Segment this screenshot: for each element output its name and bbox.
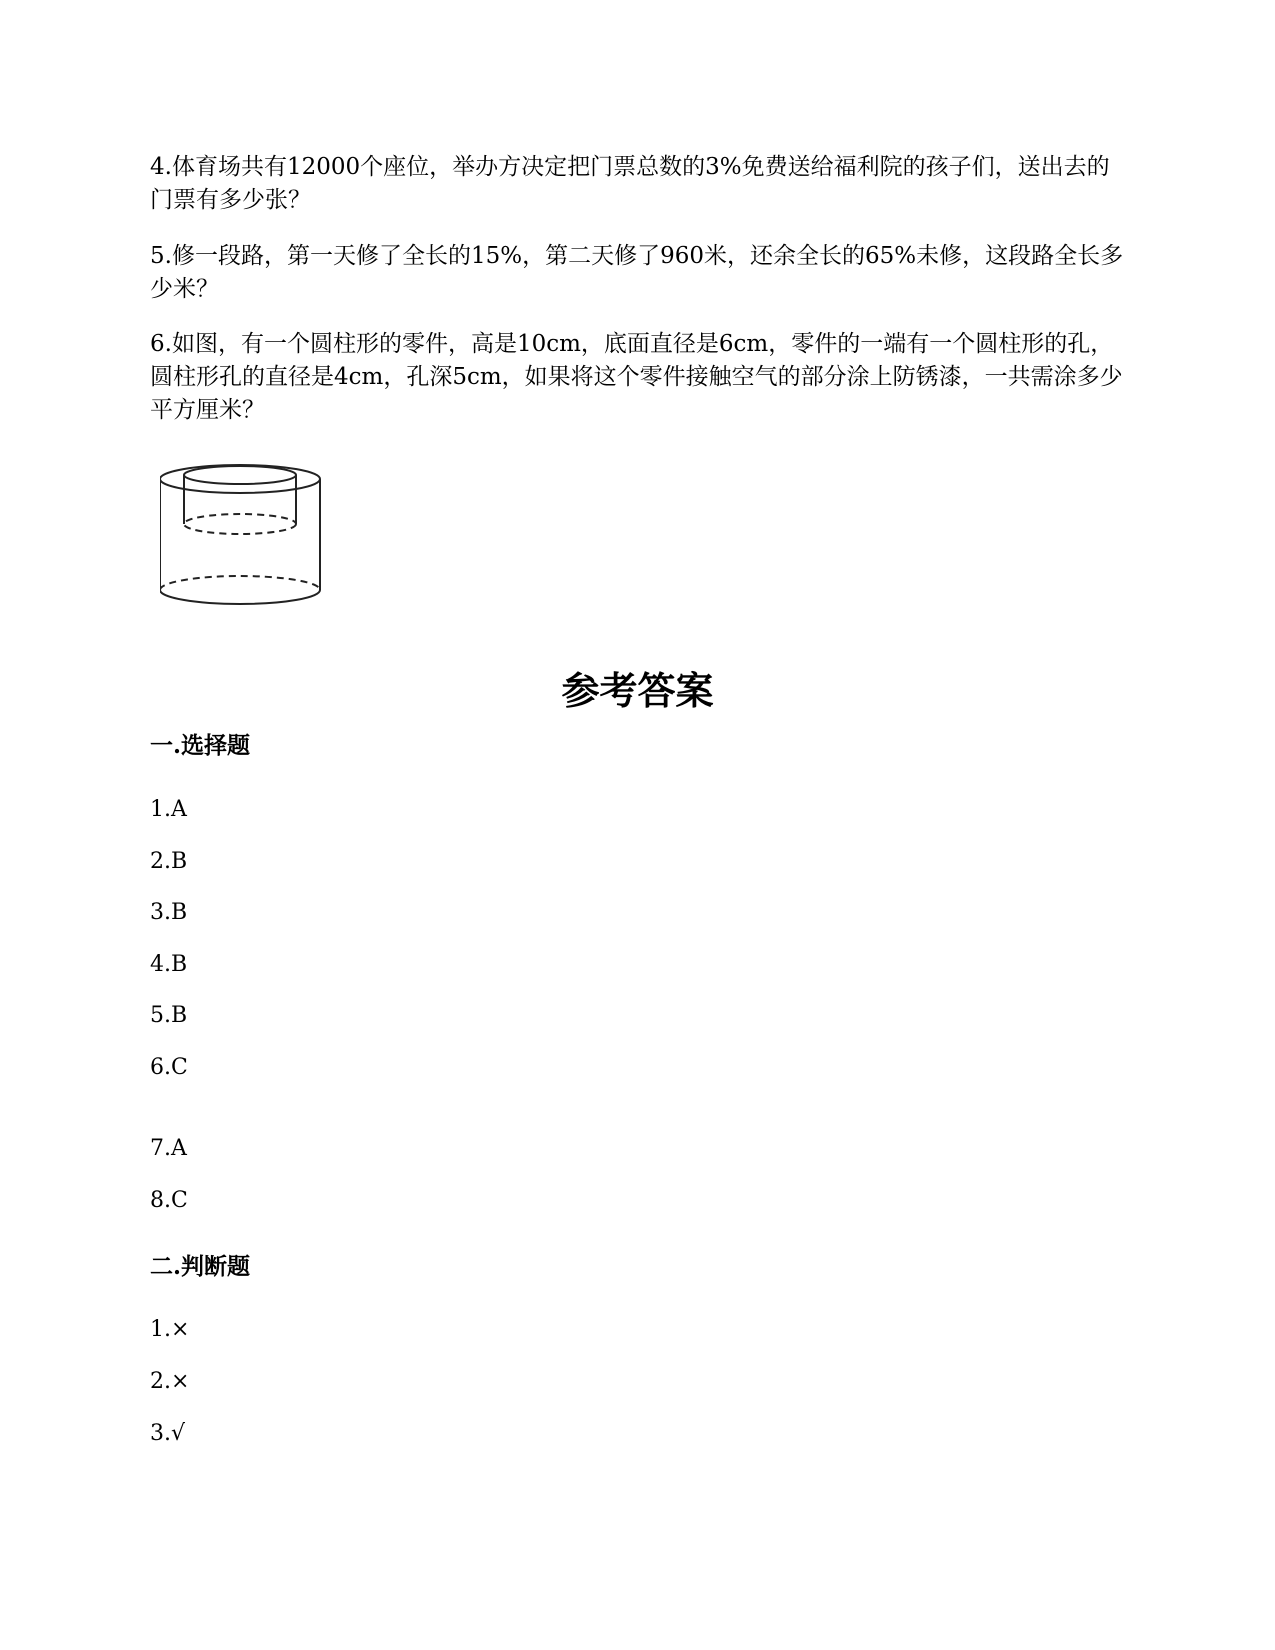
answer-item: 3.B bbox=[150, 900, 188, 925]
answer-item: 1.× bbox=[150, 1317, 190, 1342]
question-4: 4.体育场共有12000个座位，举办方决定把门票总数的3%免费送给福利院的孩子们，送出去的门票有多少张？ bbox=[150, 154, 1110, 213]
answer-title: 参考答案 bbox=[561, 668, 714, 713]
section-heading-choice: 一.选择题 bbox=[150, 732, 251, 759]
section-heading-judge: 二.判断题 bbox=[150, 1253, 251, 1280]
answer-item: 4.B bbox=[150, 952, 188, 977]
answer-item: 8.C bbox=[150, 1188, 188, 1213]
answer-item: 6.C bbox=[150, 1055, 188, 1080]
answer-item: 2.× bbox=[150, 1369, 190, 1394]
answer-item: 1.A bbox=[150, 797, 187, 822]
answer-item: 3.√ bbox=[150, 1421, 186, 1446]
answer-item: 2.B bbox=[150, 849, 188, 874]
answer-item: 7.A bbox=[150, 1136, 187, 1161]
answer-item: 5.B bbox=[150, 1003, 188, 1028]
cylinder-part-figure bbox=[160, 462, 350, 612]
question-5: 5.修一段路，第一天修了全长的15%，第二天修了960米，还余全长的65%未修，这段路全长多少米？ bbox=[150, 243, 1124, 302]
question-6: 6.如图，有一个圆柱形的零件，高是10cm，底面直径是6cm，零件的一端有一个圆柱形的孔，圆柱形孔的直径是4cm，孔深5cm，如果将这个零件接触空气的部分涂上防锈漆，一共需涂多少平方厘米？ bbox=[150, 331, 1123, 423]
